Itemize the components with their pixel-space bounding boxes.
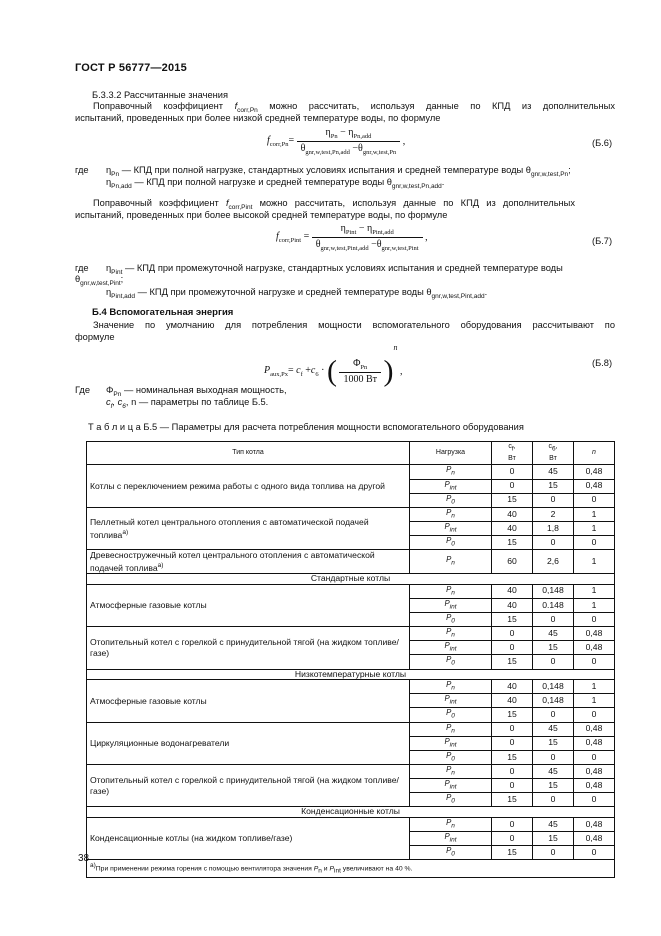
- load-cell: $P_n$: [410, 465, 492, 479]
- column-header-c6: $c_6$, Вт: [533, 442, 574, 465]
- equation-b8-fraction: $\frac{\Phi_{Pn}}{1000 Вт}$: [339, 358, 381, 385]
- value-cell: 0: [574, 793, 615, 807]
- paragraph-b332-2-line2: испытаний, проведенных при более высокой средней температуре воды, по формуле: [75, 210, 448, 220]
- value-cell: 60: [492, 550, 533, 574]
- value-cell: 1: [574, 584, 615, 598]
- definition-eta-pn: $\eta_{Pn}$ — КПД при полной нагрузке, стандартных условиях испытания и средней температуре воды $\theta_{gnr,w,test,Pn}$;: [106, 165, 571, 178]
- definition-eta-pint-add: $\eta_{Pint,add}$ — КПД при промежуточной нагрузке и средней температуре воды $\theta_{gnr,w,test,Pint,add}$.: [106, 287, 488, 300]
- value-cell: 45: [533, 764, 574, 778]
- value-cell: 45: [533, 465, 574, 479]
- value-cell: 0: [533, 846, 574, 860]
- load-cell: $P_n$: [410, 722, 492, 736]
- definition-eta-pint: $\eta_{Pint}$ — КПД при промежуточной нагрузке, стандартных условиях испытания и средней температуре воды: [106, 263, 563, 276]
- load-cell: $P_0$: [410, 612, 492, 626]
- value-cell: 0: [574, 846, 615, 860]
- boiler-type-cell: Отопительный котел с горелкой с принудительной тягой (на жидком топливе/газе): [87, 627, 410, 669]
- table-row: [87, 722, 615, 736]
- value-cell: 0: [574, 655, 615, 669]
- equation-b7-fraction: $\frac{\eta_{Pint} - \eta_{Pint,add}}{\theta_{gnr,w,test,Pint,add} -\theta_{gnr,w,test,Pint}}$: [312, 223, 423, 252]
- table-row: [87, 764, 615, 778]
- value-cell: 40: [492, 694, 533, 708]
- value-cell: 15: [533, 832, 574, 846]
- value-cell: 0: [533, 793, 574, 807]
- value-cell: 0,48: [574, 479, 615, 493]
- boiler-type-cell: Атмосферные газовые котлы: [87, 584, 410, 626]
- value-cell: 15: [533, 779, 574, 793]
- value-cell: 0,48: [574, 764, 615, 778]
- value-cell: 15: [492, 846, 533, 860]
- load-cell: $P_n$: [410, 680, 492, 694]
- definition-eta-pn-add: $\eta_{Pn,add}$ — КПД при полной нагрузке и средней температуре воды $\theta_{gnr,w,test,Pn,add}$.: [106, 177, 445, 190]
- value-cell: 0,48: [574, 817, 615, 831]
- value-cell: 15: [492, 655, 533, 669]
- value-cell: 0,48: [574, 641, 615, 655]
- column-header-cf: $c_f$, Вт: [492, 442, 533, 465]
- equation-b7: $f_{corr,Pint}$ = $\frac{\eta_{Pint} - \eta_{Pint,add}}{\theta_{gnr,w,test,Pint,add} -\theta_{gnr,w,test,Pint}}$ ,: [276, 223, 428, 252]
- load-cell: $P_{int}$: [410, 736, 492, 750]
- column-header-load: Нагрузка: [410, 442, 492, 465]
- value-cell: 0: [492, 764, 533, 778]
- value-cell: 0,148: [533, 584, 574, 598]
- value-cell: 1: [574, 550, 615, 574]
- paragraph-b332-1-line2: испытаний, проведенных при более низкой средней температуре воды, по формуле: [75, 113, 441, 123]
- load-cell: $P_0$: [410, 846, 492, 860]
- paragraph-b332-2: Поправочный коэффициент $f_{corr,Pint}$ можно рассчитать, используя данные по КПД из дополнительных: [93, 198, 575, 211]
- value-cell: 0: [492, 736, 533, 750]
- value-cell: 0: [533, 493, 574, 507]
- paragraph-b4-line2: формуле: [75, 332, 115, 342]
- value-cell: 0: [574, 536, 615, 550]
- load-cell: $P_{int}$: [410, 479, 492, 493]
- value-cell: 2,6: [533, 550, 574, 574]
- definition-phi-pn: $\Phi_{Pn}$ — номинальная выходная мощность,: [106, 385, 287, 398]
- value-cell: 0: [574, 612, 615, 626]
- table-group-row: [87, 669, 615, 680]
- value-cell: 45: [533, 817, 574, 831]
- load-cell: $P_{int}$: [410, 694, 492, 708]
- column-header-type: Тип котла: [87, 442, 410, 465]
- value-cell: 15: [492, 708, 533, 722]
- value-cell: 40: [492, 598, 533, 612]
- value-cell: 0: [492, 722, 533, 736]
- page-number: 38: [78, 853, 90, 864]
- load-cell: $P_{int}$: [410, 641, 492, 655]
- equation-b6-fraction: $\frac{\eta_{Pn} - \eta_{Pn,add}}{\theta_{gnr,w,test,Pn,add} -\theta_{gnr,w,test,Pn}}$: [297, 127, 401, 156]
- load-cell: $P_n$: [410, 507, 492, 521]
- value-cell: 45: [533, 722, 574, 736]
- table-group-row: [87, 574, 615, 585]
- parameters-table: [86, 441, 615, 878]
- value-cell: 15: [533, 479, 574, 493]
- load-cell: $P_n$: [410, 584, 492, 598]
- table-group-row: [87, 807, 615, 818]
- value-cell: 40: [492, 521, 533, 535]
- value-cell: 0: [574, 493, 615, 507]
- load-cell: $P_{int}$: [410, 779, 492, 793]
- definition-parameters: $c_f$, $c_6$, n — параметры по таблице Б.5.: [106, 397, 269, 410]
- column-header-n: n: [574, 442, 615, 465]
- value-cell: 15: [492, 750, 533, 764]
- value-cell: 15: [492, 612, 533, 626]
- boiler-type-cell: Древесностружечный котел центрального отопления с автоматической подачей топлива$^{а)}$: [87, 550, 410, 574]
- equation-b8: $P_{aux,Px}= c_f +c_6$ · ( $\frac{\Phi_{Pn}}{1000 Вт}$ )$^n$ ,: [264, 343, 403, 388]
- value-cell: 0,48: [574, 722, 615, 736]
- load-cell: $P_0$: [410, 655, 492, 669]
- table-row: [87, 465, 615, 479]
- value-cell: 0: [492, 479, 533, 493]
- definition-eta-pint-line2: $\theta_{gnr,w,test,Pint}$;: [75, 274, 124, 287]
- boiler-type-cell: Конденсационные котлы (на жидком топливе/газе): [87, 817, 410, 859]
- value-cell: 0: [574, 750, 615, 764]
- value-cell: 0,48: [574, 779, 615, 793]
- table-row: [87, 507, 615, 521]
- equation-b6-number: (Б.6): [592, 138, 613, 148]
- table-footnote: $^{а)}$При применении режима горения с помощью вентилятора значения $P_n$ и $P_{int}$ увеличивают на 40 %.: [87, 860, 615, 878]
- value-cell: 0: [533, 612, 574, 626]
- table-row: [87, 817, 615, 831]
- value-cell: 0,48: [574, 736, 615, 750]
- section-heading-b332: Б.3.3.2 Рассчитанные значения: [92, 90, 229, 100]
- value-cell: 0: [492, 641, 533, 655]
- load-cell: $P_0$: [410, 708, 492, 722]
- value-cell: 0,48: [574, 627, 615, 641]
- where-label-b6: где: [75, 165, 89, 175]
- value-cell: 0: [574, 708, 615, 722]
- boiler-type-cell: Пеллетный котел центрального отопления с автоматической подачей топлива$^{а)}$: [87, 507, 410, 549]
- table-footnote-row: [87, 860, 615, 878]
- value-cell: 0,48: [574, 832, 615, 846]
- value-cell: 0: [533, 655, 574, 669]
- value-cell: 0.148: [533, 598, 574, 612]
- value-cell: 1,8: [533, 521, 574, 535]
- table-row: [87, 584, 615, 598]
- value-cell: 0: [533, 536, 574, 550]
- load-cell: $P_{int}$: [410, 598, 492, 612]
- value-cell: 0,48: [574, 465, 615, 479]
- table-row: [87, 680, 615, 694]
- document-header: ГОСТ Р 56777—2015: [75, 62, 187, 74]
- table-row: [87, 550, 615, 574]
- table-header-row: [87, 442, 615, 465]
- load-cell: $P_0$: [410, 493, 492, 507]
- value-cell: 40: [492, 507, 533, 521]
- value-cell: 40: [492, 680, 533, 694]
- value-cell: 2: [533, 507, 574, 521]
- group-heading-standard: Стандартные котлы: [87, 574, 615, 585]
- value-cell: 0: [492, 627, 533, 641]
- load-cell: $P_{int}$: [410, 832, 492, 846]
- load-cell: $P_n$: [410, 550, 492, 574]
- equation-b6: $f_{corr,Pn}=$ $\frac{\eta_{Pn} - \eta_{Pn,add}}{\theta_{gnr,w,test,Pn,add} -\theta_{gnr,w,test,Pn}}$ ,: [267, 127, 406, 156]
- value-cell: 0: [492, 465, 533, 479]
- value-cell: 15: [492, 793, 533, 807]
- load-cell: $P_n$: [410, 817, 492, 831]
- load-cell: $P_n$: [410, 764, 492, 778]
- boiler-type-cell: Циркуляционные водонагреватели: [87, 722, 410, 764]
- value-cell: 15: [492, 536, 533, 550]
- value-cell: 0,148: [533, 694, 574, 708]
- where-label-b7: где: [75, 263, 89, 273]
- value-cell: 1: [574, 694, 615, 708]
- section-heading-b4: Б.4 Вспомогательная энергия: [92, 307, 234, 318]
- table-row: [87, 627, 615, 641]
- value-cell: 15: [533, 736, 574, 750]
- load-cell: $P_n$: [410, 627, 492, 641]
- boiler-type-cell: Отопительный котел с горелкой с принудительной тягой (на жидком топливе/газе): [87, 764, 410, 806]
- table-caption: Т а б л и ц а Б.5 — Параметры для расчета потребления мощности вспомогательного оборудования: [88, 422, 524, 432]
- load-cell: $P_0$: [410, 536, 492, 550]
- value-cell: 1: [574, 507, 615, 521]
- value-cell: 0: [492, 832, 533, 846]
- value-cell: 1: [574, 680, 615, 694]
- value-cell: 0: [533, 750, 574, 764]
- group-heading-low-temperature: Низкотемпературные котлы: [87, 669, 615, 680]
- value-cell: 0: [492, 817, 533, 831]
- value-cell: 0: [533, 708, 574, 722]
- paragraph-b332-1: Поправочный коэффициент $f_{corr,Pn}$ можно рассчитать, используя данные по КПД из дополнительных: [93, 101, 615, 114]
- value-cell: 1: [574, 598, 615, 612]
- value-cell: 15: [492, 493, 533, 507]
- boiler-type-cell: Котлы с переключением режима работы с одного вида топлива на другой: [87, 465, 410, 507]
- load-cell: $P_0$: [410, 793, 492, 807]
- load-cell: $P_0$: [410, 750, 492, 764]
- boiler-type-cell: Атмосферные газовые котлы: [87, 680, 410, 722]
- where-label-b8: Где: [75, 385, 91, 395]
- value-cell: 0,148: [533, 680, 574, 694]
- equation-b7-number: (Б.7): [592, 236, 613, 246]
- value-cell: 45: [533, 627, 574, 641]
- equation-b8-number: (Б.8): [592, 358, 613, 368]
- value-cell: 1: [574, 521, 615, 535]
- load-cell: $P_{int}$: [410, 521, 492, 535]
- value-cell: 0: [492, 779, 533, 793]
- group-heading-condensing: Конденсационные котлы: [87, 807, 615, 818]
- paragraph-b4: Значение по умолчанию для потребления мощности вспомогательного оборудования рассчитывают по: [93, 320, 615, 330]
- value-cell: 15: [533, 641, 574, 655]
- value-cell: 40: [492, 584, 533, 598]
